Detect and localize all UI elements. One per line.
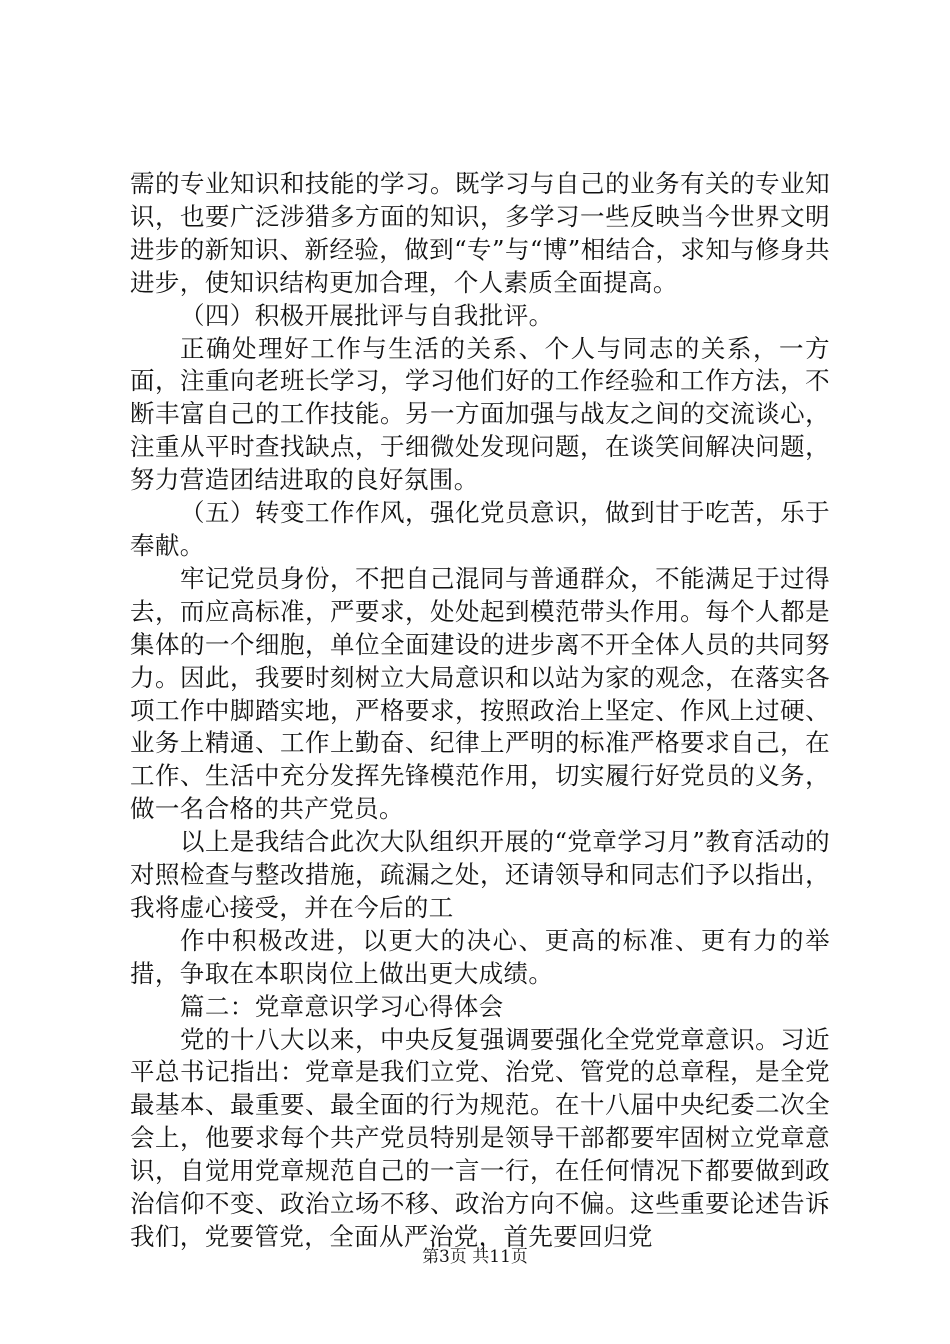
chapter-title: 篇二：党章意识学习心得体会 (180, 991, 504, 1021)
paragraph: 牢记党员身份，不把自己混同与普通群众，不能满足于过得去，而应高标准，严要求，处处起到模范带头作用。每个人都是集体的一个细胞，单位全面建设的进步离不开全体人员的共同努力。因此，我要时刻树立大局意识和以站为家的观念，在落实各项工作中脚踏实地，严格要求，按照政治上坚定、作风上过硬、业务上精通、工作上勤奋、纪律上严明的标准严格要求自己，在工作、生活中充分发挥先锋模范作用，切实履行好党员的义务，做一名合格的共产党员。 (130, 563, 830, 824)
paragraph: 以上是我结合此次大队组织开展的“党章学习月”教育活动的对照检查与整改措施，疏漏之处，还请领导和同志们予以指出，我将虚心接受，并在今后的工 (130, 827, 830, 922)
document-body (130, 168, 830, 1254)
paragraph: 作中积极改进，以更大的决心、更高的标准、更有力的举措，争取在本职岗位上做出更大成绩。 (130, 925, 830, 988)
paragraph: 正确处理好工作与生活的关系、个人与同志的关系，一方面，注重向老班长学习，学习他们好的工作经验和工作方法，不断丰富自己的工作技能。另一方面加强与战友之间的交流谈心，注重从平时查找缺点，于细微处发现问题，在谈笑间解决问题，努力营造团结进取的良好氛围。 (130, 333, 830, 495)
paragraph: 党的十八大以来，中央反复强调要强化全党党章意识。习近平总书记指出：党章是我们立党、治党、管党的总章程，是全党最基本、最重要、最全面的行为规范。在十八届中央纪委二次全会上，他要求每个共产党员特别是领导干部都要牢固树立党章意识，自觉用党章规范自己的一言一行，在任何情况下都要做到政治信仰不变、政治立场不移、政治方向不偏。这些重要论述告诉我们，党要管党，全面从严治党，首先要回归党 (130, 1024, 830, 1251)
section-heading: （五）转变工作作风，强化党员意识，做到甘于吃苦，乐于奉献。 (130, 498, 830, 560)
page-number-footer: 第3页 共11页 (422, 1247, 528, 1267)
paragraph: 需的专业知识和技能的学习。既学习与自己的业务有关的专业知识，也要广泛涉猎多方面的知识，多学习一些反映当今世界文明进步的新知识、新经验，做到“专”与“博”相结合，求知与修身共进步，使知识结构更加合理，个人素质全面提高。 (130, 169, 830, 297)
section-heading: （四）积极开展批评与自我批评。 (180, 300, 554, 330)
